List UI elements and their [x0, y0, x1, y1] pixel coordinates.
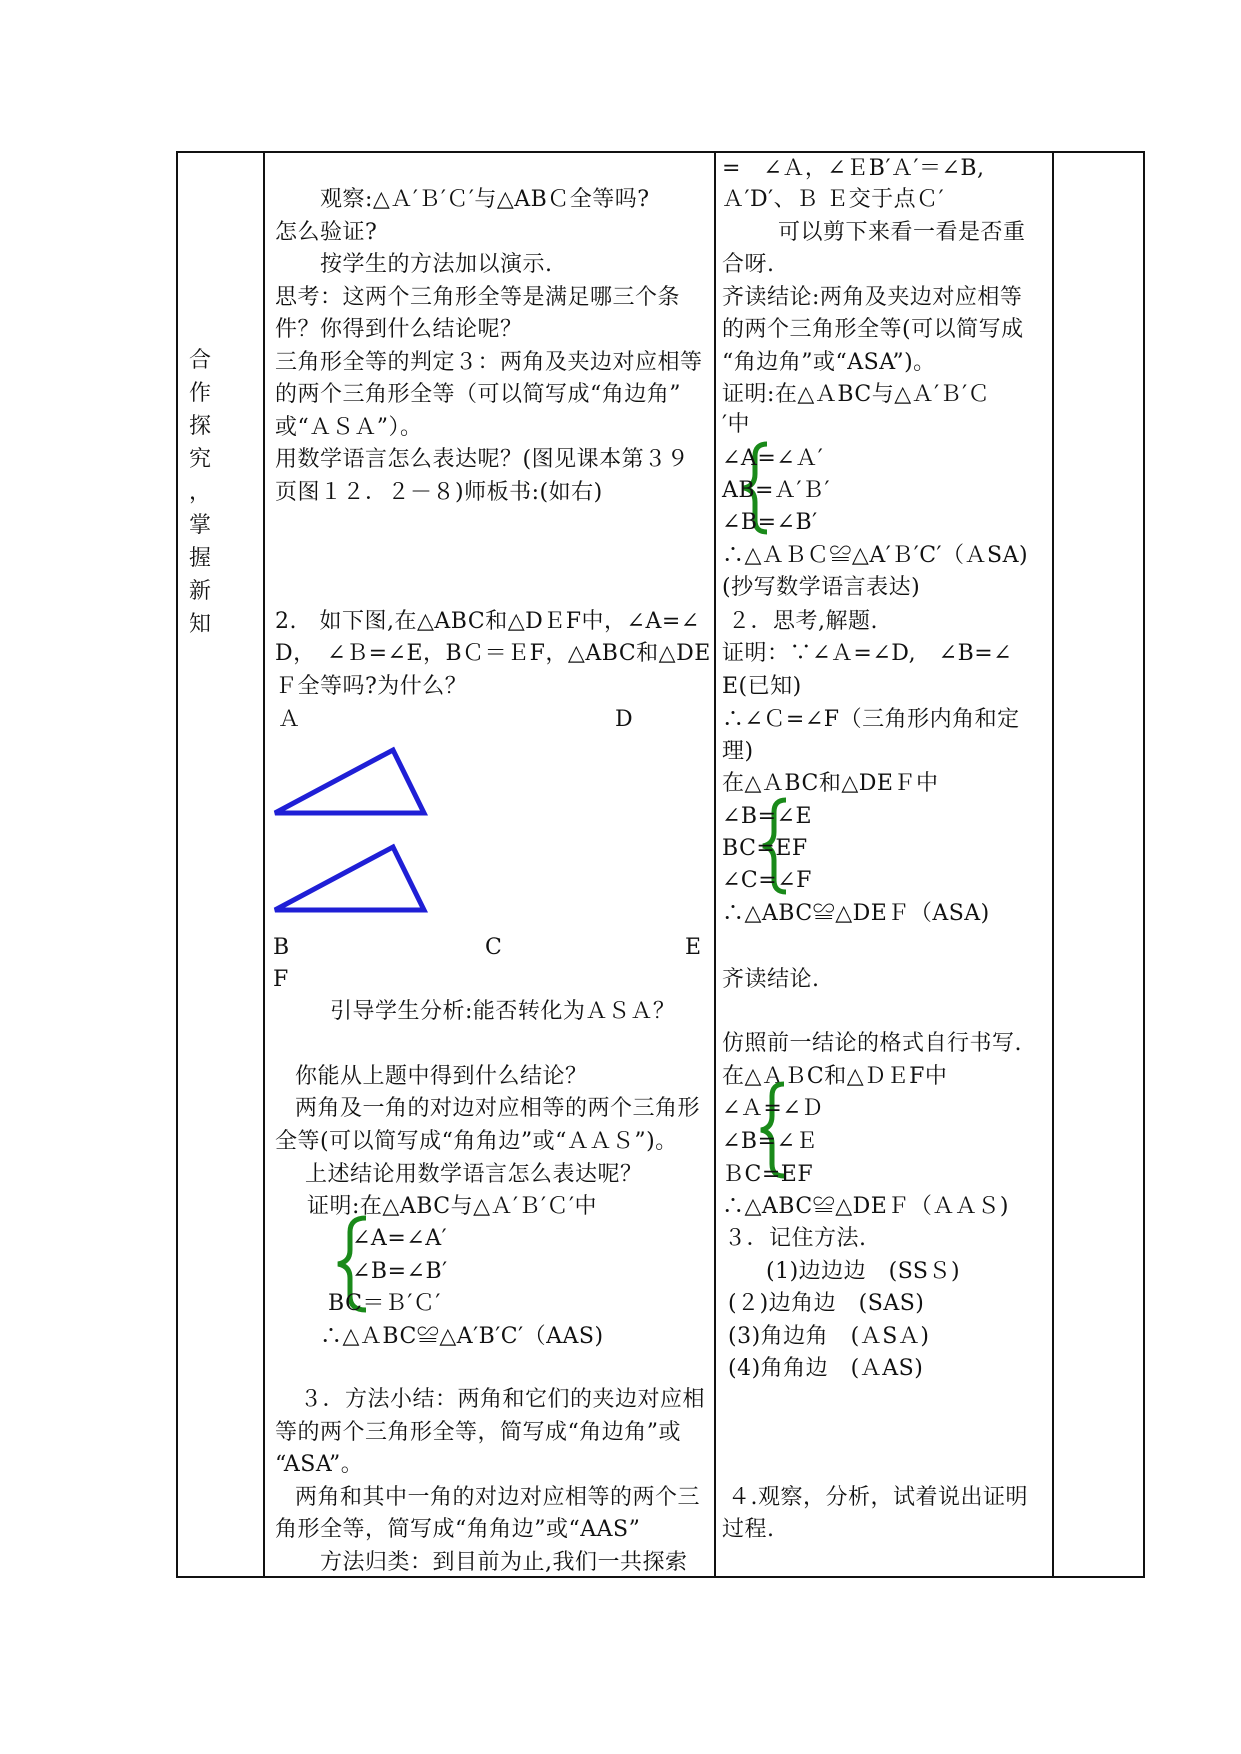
- teacher-line: ∠A=∠A′: [352, 1226, 448, 1251]
- teacher-line: 的两个三角形全等（可以简写成“角边角”: [275, 382, 681, 407]
- student-line: 可以剪下来看一看是否重: [778, 220, 1026, 245]
- student-line: ∠B=∠E: [722, 804, 813, 829]
- stage-char: 合: [188, 348, 211, 373]
- student-line: 齐读结论.: [722, 967, 820, 992]
- student-line: ２．思考,解题.: [728, 609, 878, 634]
- figure-label-d: D: [615, 707, 634, 732]
- student-line: ∠B=∠Ｅ: [722, 1129, 818, 1154]
- student-line: 理): [722, 739, 754, 764]
- student-line: ∠Ａ=∠Ｄ: [722, 1096, 824, 1121]
- student-line: ∠A=∠Ａ′: [722, 446, 824, 471]
- teacher-line: ∠B=∠B′: [352, 1259, 448, 1284]
- figure-label-e: E: [685, 935, 702, 960]
- figure-label-c: C: [485, 935, 503, 960]
- teacher-line: 页图１２．２－８)师板书:(如右): [275, 480, 603, 505]
- teacher-line: 引导学生分析:能否转化为ＡＳＡ？: [330, 999, 676, 1024]
- teacher-line: 观察:△Ａ′Ｂ′Ｃ′与△ABＣ全等吗?: [320, 187, 650, 212]
- table-border-col3: [1052, 151, 1054, 1577]
- figure-label-f: F: [273, 967, 289, 992]
- student-line: AB=Ａ′Ｂ′: [722, 478, 830, 503]
- student-line: ４.观察，分析，试着说出证明: [728, 1485, 1028, 1510]
- student-line: ∠B=∠B′: [722, 510, 818, 535]
- student-line: 证明:在△ＡBC与△Ａ′Ｂ′Ｃ: [722, 382, 991, 407]
- student-line: ∴△ABC≌△DEＦ（ＡＡＳ): [722, 1194, 1009, 1219]
- teacher-line: 用数学语言怎么表达呢？(图见课本第３９: [275, 447, 690, 472]
- teacher-line: “ASA”。: [275, 1452, 364, 1477]
- student-line: ∴△ＡＢＣ≌△A′Ｂ′C′（ＡSA): [722, 543, 1029, 568]
- teacher-line: 两角和其中一角的对边对应相等的两个三: [295, 1485, 701, 1510]
- student-line: Ａ′D′、Ｂ Ｅ交于点Ｃ′: [722, 187, 945, 212]
- table-border-left: [176, 151, 178, 1577]
- teacher-line: ３．方法小结：两角和它们的夹边对应相: [300, 1387, 706, 1412]
- teacher-line: 上述结论用数学语言怎么表达呢？: [305, 1162, 643, 1187]
- teacher-line: 2. 如下图,在△ABC和△DＥF中，∠A=∠: [275, 609, 700, 634]
- student-line: “角边角”或“ASA”)。: [722, 350, 936, 375]
- teacher-line: 或“ＡＳＡ”）。: [275, 415, 423, 440]
- teacher-line: Ｆ全等吗?为什么？: [275, 674, 468, 699]
- teacher-line: 思考：这两个三角形全等是满足哪三个条: [275, 285, 681, 310]
- teacher-line: 方法归类：到目前为止,我们一共探索: [320, 1550, 688, 1575]
- stage-char: 掌: [188, 513, 211, 538]
- stage-char: 握: [188, 546, 211, 571]
- teacher-line: 三角形全等的判定３：两角及夹边对应相等: [275, 350, 703, 375]
- student-line: (1)边边边 (SSＳ): [766, 1259, 961, 1284]
- table-border-col2: [714, 151, 716, 1577]
- teacher-line: 怎么验证?: [275, 220, 378, 245]
- teacher-line: 两角及一角的对边对应相等的两个三角形: [295, 1096, 701, 1121]
- student-line: 的两个三角形全等(可以简写成: [722, 317, 1024, 342]
- student-line: ′中: [722, 412, 750, 437]
- figure-label-a: Ａ: [278, 707, 301, 732]
- student-line: ∠C=∠F: [722, 868, 812, 893]
- student-line: 证明：∵∠Ａ=∠D, ∠B=∠: [722, 641, 1013, 666]
- student-line: 过程.: [722, 1517, 775, 1542]
- teacher-line: BC＝Ｂ′Ｃ′: [328, 1291, 441, 1316]
- student-line: 在△ＡBC和△DEＦ中: [722, 771, 939, 796]
- student-line: 合呀.: [722, 252, 775, 277]
- teacher-line: D， ∠Ｂ=∠E，BＣ＝ＥF，△ABC和△DE: [275, 641, 711, 666]
- stage-label: [188, 344, 212, 641]
- student-line: (4)角角边 (ＡAS): [728, 1356, 924, 1381]
- figure-label-b: B: [273, 935, 290, 960]
- student-line: 齐读结论:两角及夹边对应相等: [722, 285, 1023, 310]
- teacher-line: 全等(可以简写成“角角边”或“ＡＡＳ”)。: [275, 1129, 678, 1154]
- student-line: 仿照前一结论的格式自行书写.: [722, 1031, 1022, 1056]
- brace-icon: [0, 0, 1, 1]
- teacher-line: 角形全等，简写成“角角边”或“AAS”: [275, 1517, 641, 1542]
- student-line: (２)边角边 (SAS): [728, 1291, 925, 1316]
- stage-char: ，: [188, 480, 211, 505]
- student-line: 在△ＡＢC和△ＤＥF中: [722, 1064, 948, 1089]
- student-line: ＢC=EF: [722, 1162, 814, 1187]
- teacher-line: 证明:在△ABC与△Ａ′Ｂ′Ｃ′中: [307, 1194, 598, 1219]
- student-line: (抄写数学语言表达): [722, 575, 921, 600]
- student-line: ∴∠Ｃ=∠F（三角形内角和定: [722, 707, 1020, 732]
- student-line: BC=EF: [722, 836, 808, 861]
- teacher-line: ∴△ＡBC≌△A′B′C′（AAS): [320, 1324, 604, 1349]
- teacher-line: 等的两个三角形全等，简写成“角边角”或: [275, 1420, 681, 1445]
- student-line: ∴△ABC≌△DEＦ（ASA): [722, 901, 990, 926]
- student-line: E(已知): [722, 674, 802, 699]
- stage-char: 作: [188, 381, 211, 406]
- table-border-col1: [263, 151, 265, 1577]
- teacher-line: 按学生的方法加以演示.: [320, 252, 553, 277]
- stage-char: 究: [188, 447, 211, 472]
- student-line: (3)角边角 (ＡSＡ): [728, 1324, 930, 1349]
- student-line: = ∠Ａ，∠ＥB′Ａ′＝∠B,: [722, 156, 985, 181]
- student-line: ３．记住方法.: [724, 1226, 867, 1251]
- teacher-line: 你能从上题中得到什么结论？: [295, 1064, 588, 1089]
- stage-char: 探: [188, 414, 211, 439]
- table-border-top: [176, 151, 1145, 153]
- teacher-line: 件？你得到什么结论呢？: [275, 317, 523, 342]
- stage-char: 新: [188, 579, 211, 604]
- stage-char: 知: [188, 612, 211, 637]
- table-border-right: [1143, 151, 1145, 1577]
